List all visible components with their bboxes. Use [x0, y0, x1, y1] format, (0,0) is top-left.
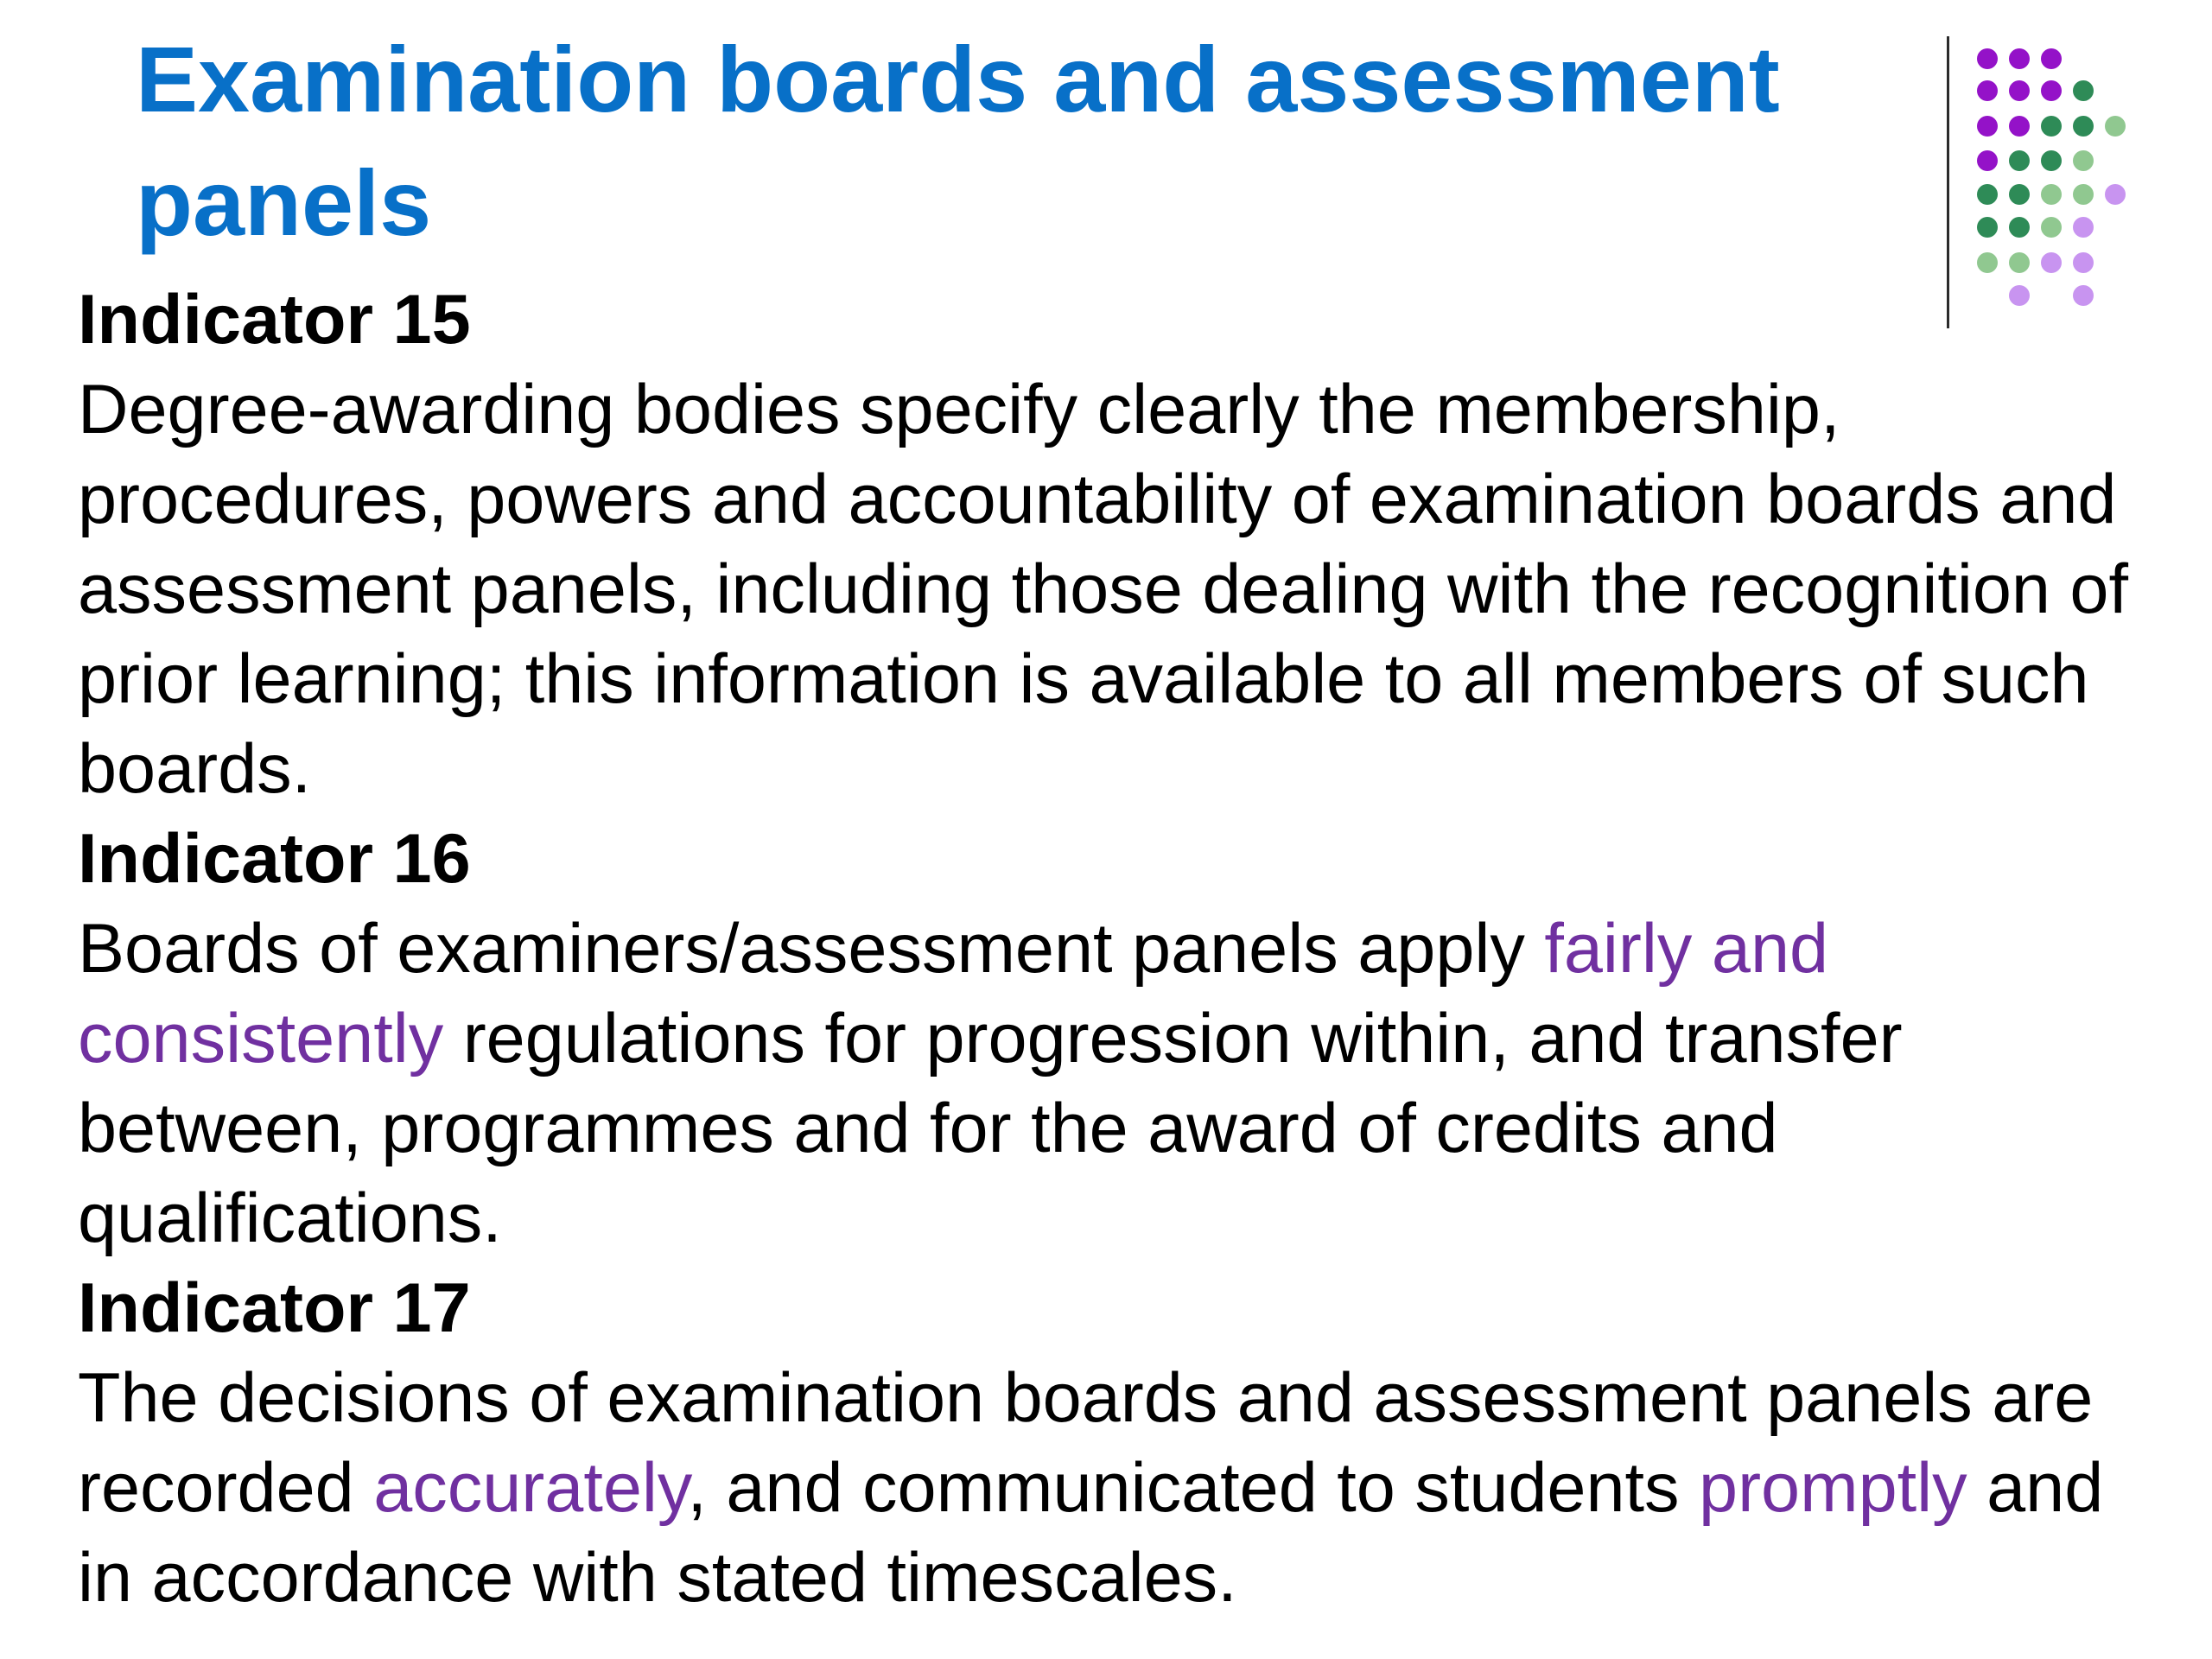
indicator-heading: Indicator 17	[78, 1269, 471, 1347]
decorative-dot	[2073, 80, 2094, 101]
indicator-16	[78, 814, 2134, 1263]
indicator-list	[78, 275, 2134, 1623]
indicator-15	[78, 275, 2134, 814]
decorative-dot	[1977, 116, 1998, 137]
indicator-17	[78, 1263, 2134, 1623]
emphasis-text: fairly and consistently	[78, 910, 1829, 1077]
indicator-text-segment: Boards of examiners/assessment panels apply	[78, 910, 1545, 988]
decorative-dot	[2009, 184, 2030, 205]
decorative-dot	[2009, 252, 2030, 273]
decorative-dot	[2105, 184, 2126, 205]
indicator-text: Degree-awarding bodies specify clearly the membership, procedures, powers and accountability of examination boards and assessment panels, including those dealing with the recognition of prior learning; this information is available to all members of such boards.	[78, 371, 2128, 808]
decorative-dot	[1977, 150, 1998, 171]
decorative-dot	[2041, 48, 2062, 69]
emphasis-text: promptly	[1699, 1449, 1967, 1527]
indicator-text-segment: , and communicated to students	[687, 1449, 1700, 1527]
decorative-dot	[2073, 150, 2094, 171]
indicator-text	[78, 904, 2134, 1263]
decorative-dot	[1977, 48, 1998, 69]
decorative-dot	[2073, 252, 2094, 273]
decorative-dot	[2009, 116, 2030, 137]
decorative-dot	[2041, 184, 2062, 205]
decorative-dot	[2073, 217, 2094, 238]
decorative-dot	[1977, 80, 1998, 101]
decorative-dot	[2073, 184, 2094, 205]
slide-title: Examination boards and assessment panels	[136, 27, 1780, 255]
decorative-dot	[2041, 217, 2062, 238]
decorative-dot	[2041, 252, 2062, 273]
decorative-dot	[2009, 48, 2030, 69]
emphasis-text: accurately	[373, 1449, 688, 1527]
decorative-dot	[1977, 217, 1998, 238]
decorative-dot	[2009, 217, 2030, 238]
indicator-heading: Indicator 15	[78, 281, 471, 359]
decorative-dot	[2041, 80, 2062, 101]
indicator-text-segment: and in accordance with stated timescales.	[78, 1449, 2104, 1617]
decorative-dot	[1977, 184, 1998, 205]
decorative-dot	[2009, 80, 2030, 101]
indicator-heading: Indicator 16	[78, 820, 471, 898]
decorative-dot	[2041, 150, 2062, 171]
decorative-dot	[2073, 116, 2094, 137]
decorative-dot	[1977, 252, 1998, 273]
indicator-text-segment: The decisions of examination boards and assessment panels are recorded	[78, 1359, 2094, 1527]
indicator-text	[78, 1353, 2134, 1623]
decorative-dot	[2041, 116, 2062, 137]
indicator-text-segment: regulations for progression within, and transfer between, programmes and for the award of credits and qualifications.	[78, 1000, 1903, 1257]
decorative-dot	[2105, 116, 2126, 137]
decorative-dot	[2009, 150, 2030, 171]
